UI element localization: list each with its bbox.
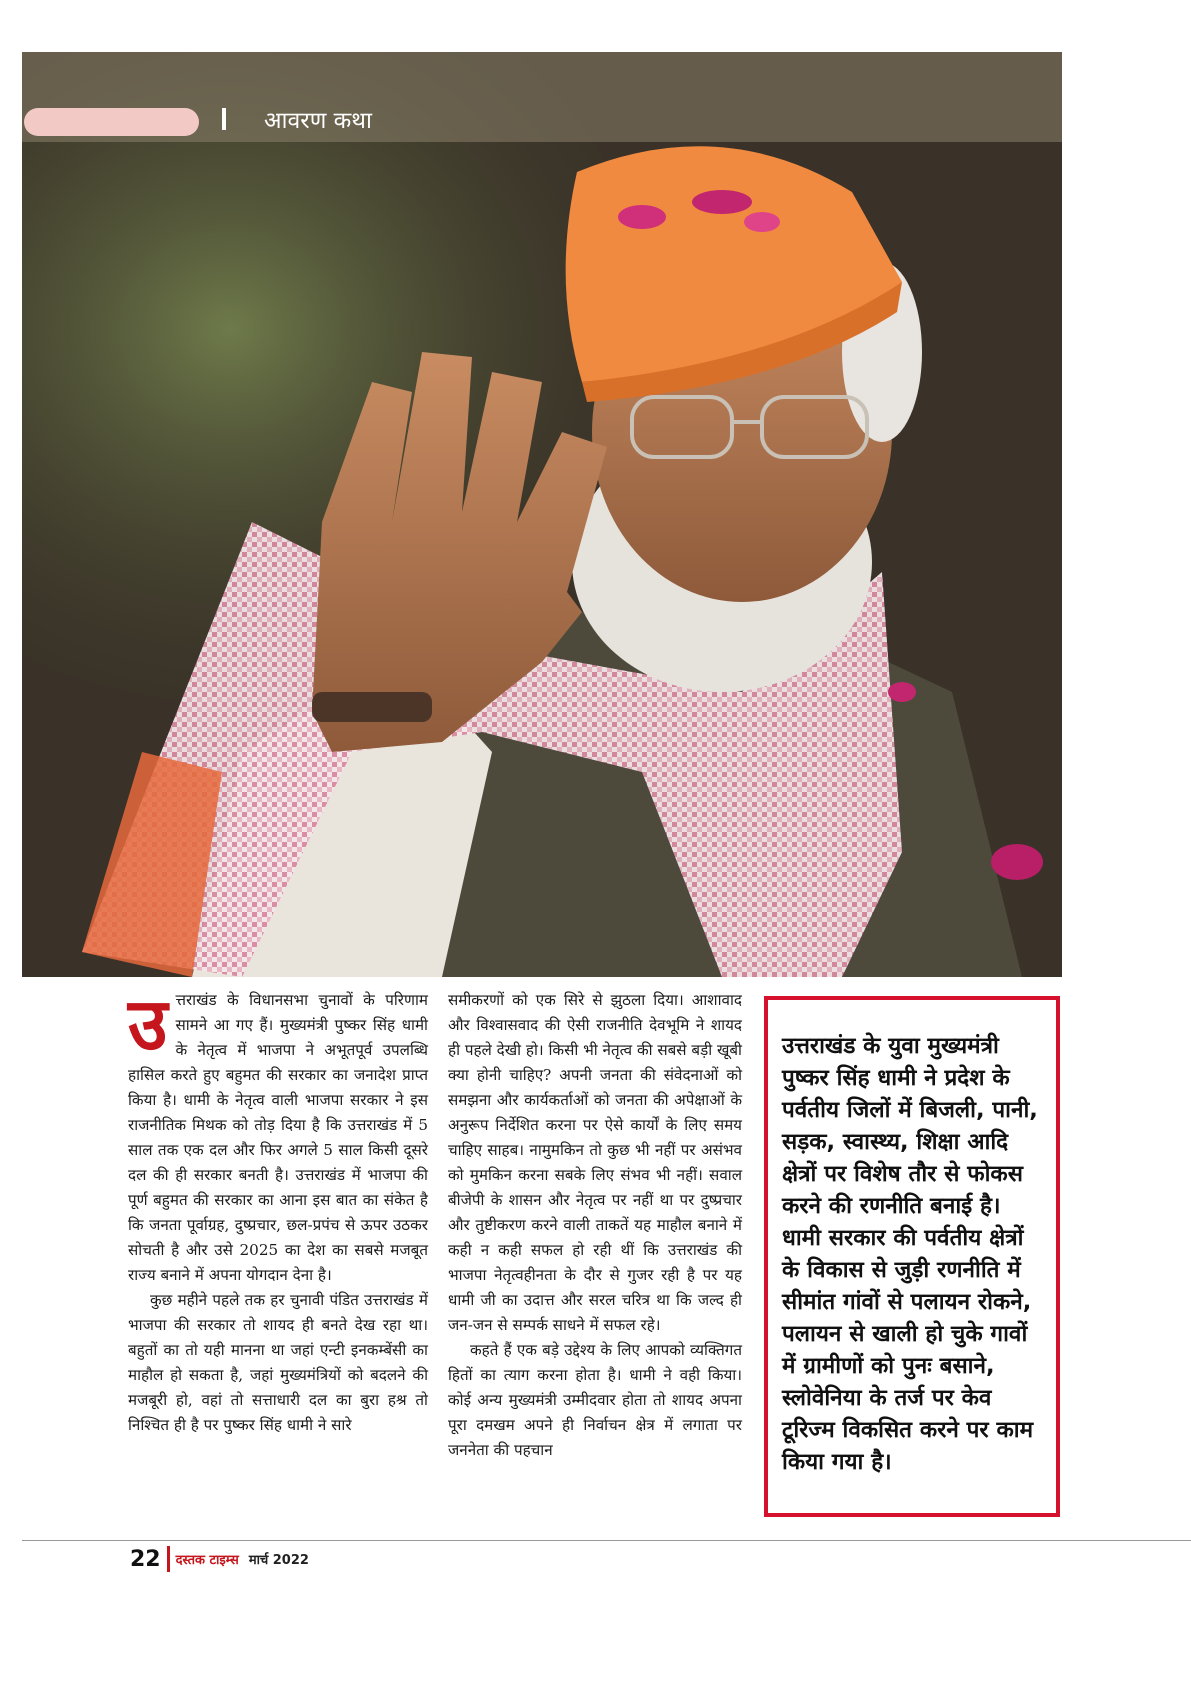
issue-date: मार्च 2022	[248, 1553, 309, 1568]
page-number: 22	[130, 1546, 161, 1572]
magazine-logo: दस्तक टाइम्स	[175, 1553, 239, 1568]
section-tag-pill	[24, 108, 199, 136]
article-paragraph: कहते हैं एक बड़े उद्देश्य के लिए आपको व्यक्तिगत हितों का त्याग करना होता है। धामी ने वही किया। कोई अन्य मुख्यमंत्री उम्मीदवार होता तो शायद अपना पूरा दमखम अपने ही निर्वाचन क्षेत्र में लगाता पर जननेता की पहचान	[448, 1341, 742, 1459]
cover-photo	[22, 52, 1062, 977]
article-column-1	[128, 982, 428, 1438]
page-footer	[130, 1545, 309, 1573]
footer-rule	[22, 1540, 1191, 1541]
section-label: आवरण कथा	[264, 108, 372, 134]
article-paragraph: समीकरणों को एक सिरे से झुठला दिया। आशावाद और विश्वासवाद की ऐसी राजनीति देवभूमि ने शायद ही पहले देखी हो। किसी भी नेतृत्व की सबसे बड़ी खूबी क्या होनी चाहिए? अपनी जनता की संवेदनाओं को समझना और कार्यकर्ताओं को जनता की अपेक्षाओं के अनुरूप निर्देशित करना पर ऐसे कार्यों के लिए समय चाहिए साहब। नामुमकिन तो कुछ भी नहीं पर असंभव को मुमकिन करना सबके लिए संभव भी नहीं। सवाल बीजेपी के शासन और नेतृत्व पर नहीं था पर दुष्प्रचार और तुष्टीकरण करने वाली ताकतें यह माहौल बनाने में कही न कही सफल हो रही थीं कि उत्तराखंड की भाजपा नेतृत्वहीनता के दौर से गुजर रही है पर यह धामी जी का उदात्त और सरल चरित्र था कि जल्द ही जन-जन से सम्पर्क साधने में सफल रहे।	[448, 991, 742, 1334]
pull-quote-text: उत्तराखंड के युवा मुख्यमंत्री पुष्कर सिंह धामी ने प्रदेश के पर्वतीय जिलों में बिजली, पानी, सड़क, स्वास्थ्य, शिक्षा आदि क्षेत्रों पर विशेष तौर से फोकस करने की रणनीति बनाई है। धामी सरकार की पर्वतीय क्षेत्रों के विकास से जुड़ी रणनीति में सीमांत गांवों से पलायन रोकने, पलायन से खाली हो चुके गावों में ग्रामीणों को पुनः बसाने, स्लोवेनिया के तर्ज पर केव टूरिज्म विकसित करने पर काम किया गया है।	[782, 1033, 1038, 1475]
article-paragraph: कुछ महीने पहले तक हर चुनावी पंडित उत्तराखंड में भाजपा की सरकार तो शायद ही बनते देख रहा था। बहुतों का तो यही मानना था जहां एन्टी इनकम्बेंसी का माहौल हो सकता है, जहां मुख्यमंत्रियों को बदलने की मजबूरी हो, वहां तो सत्ताधारी दल का बुरा हश्र तो निश्चित ही है पर पुष्कर सिंह धामी ने सारे	[128, 1291, 428, 1434]
article-paragraph: उत्तराखंड के विधानसभा चुनावों के परिणाम सामने आ गए हैं। मुख्यमंत्री पुष्कर सिंह धामी के नेतृत्व में भाजपा ने अभूतपूर्व उपलब्धि हासिल करते हुए बहुमत की सरकार का जनादेश प्राप्त किया है। धामी के नेतृत्व वाली भाजपा सरकार ने इस राजनीतिक मिथक को तोड़ दिया है कि उत्तराखंड में 5 साल तक एक दल और फिर अगले 5 साल किसी दूसरे दल की ही सरकार बनती है। उत्तराखंड में भाजपा की पूर्ण बहुमत की सरकार का आना इस बात का संकेत है कि जनता पूर्वाग्रह, दुष्प्रचार, छल-प्रपंच से ऊपर उठकर सोचती है और उसे 2025 का देश का सबसे मजबूत राज्य बनाने में अपना योगदान देना है।	[128, 982, 428, 1284]
pull-quote-box	[764, 996, 1060, 1517]
article-column-2	[448, 988, 742, 1463]
drop-cap: उ	[128, 982, 168, 1066]
section-separator	[222, 108, 226, 130]
footer-divider	[167, 1546, 170, 1572]
